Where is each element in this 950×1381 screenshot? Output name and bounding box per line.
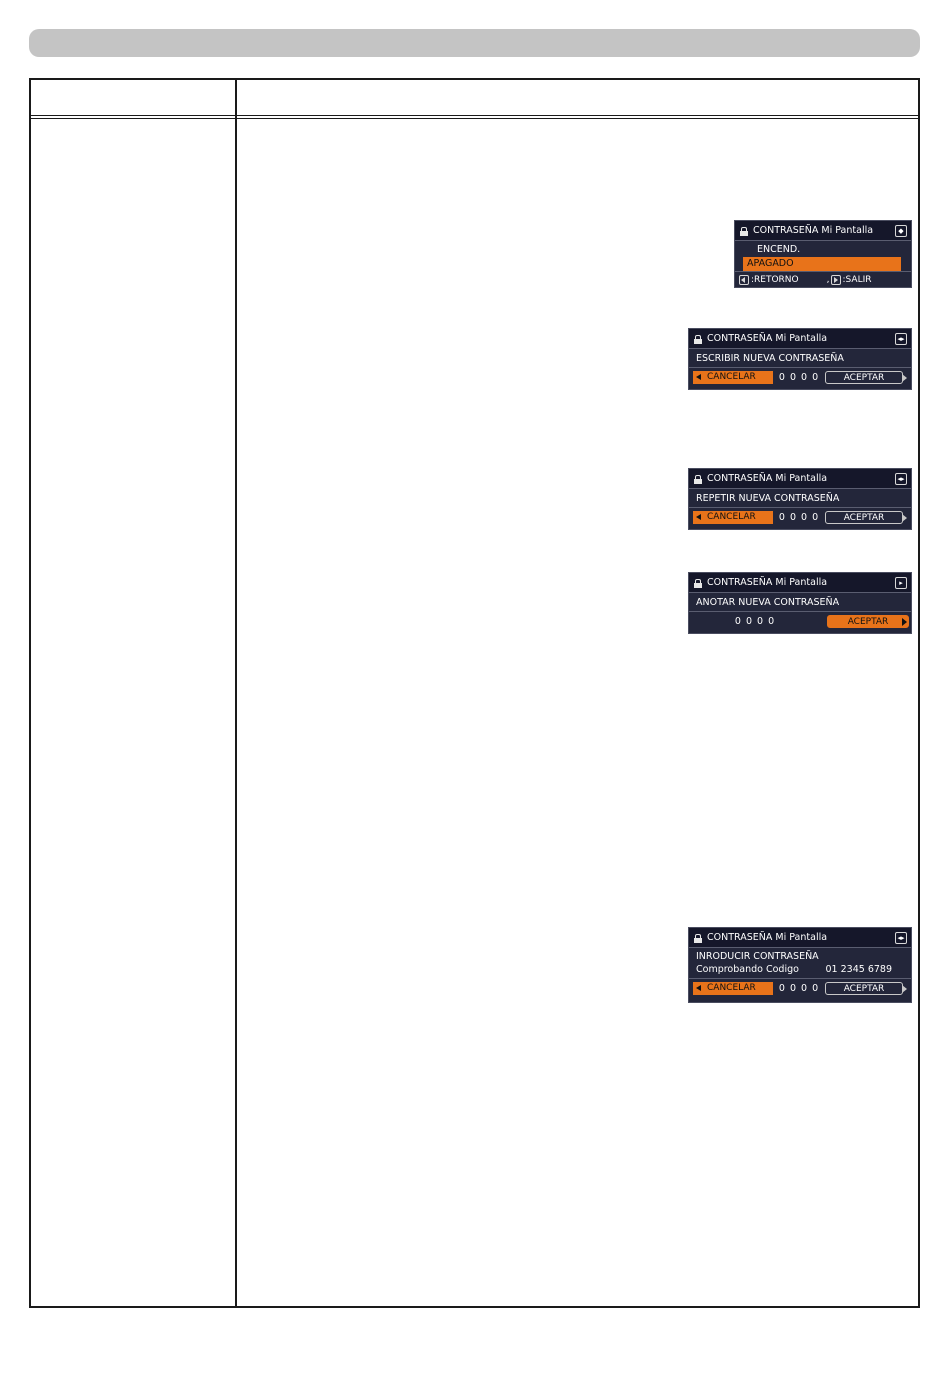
lock-icon bbox=[740, 227, 748, 235]
repeat-password-dialog bbox=[688, 468, 912, 530]
accept-button[interactable] bbox=[827, 615, 909, 628]
left-arrow-key-icon bbox=[739, 275, 749, 285]
dialog-footer bbox=[735, 271, 911, 288]
password-code-field[interactable]: 0 0 0 0 bbox=[778, 982, 820, 994]
accept-label: ACEPTAR bbox=[843, 372, 885, 383]
enter-password-dialog bbox=[688, 927, 912, 1003]
accept-label: ACEPTAR bbox=[847, 616, 889, 627]
mypassword-menu-dialog bbox=[734, 220, 912, 288]
remote-key-icon: ▸ bbox=[895, 577, 907, 589]
cancel-label: CANCELAR bbox=[707, 982, 756, 993]
arrow-right-icon bbox=[902, 618, 907, 626]
dialog-title-bar bbox=[689, 469, 911, 489]
accept-button[interactable] bbox=[825, 511, 903, 524]
arrow-left-icon bbox=[696, 374, 701, 380]
dialog-prompt: INRODUCIR CONTRASEÑA bbox=[696, 951, 819, 962]
accept-label: ACEPTAR bbox=[843, 983, 885, 994]
dialog-title: CONTRASEÑA Mi Pantalla bbox=[707, 333, 828, 344]
footer-exit-label: :SALIR bbox=[842, 275, 872, 285]
password-code-field[interactable]: 0 0 0 0 bbox=[778, 511, 820, 523]
menu-option-off[interactable]: APAGADO bbox=[743, 257, 901, 271]
remote-key-icon: ◂▸ bbox=[895, 333, 907, 345]
password-entry-row bbox=[689, 507, 911, 526]
accept-button[interactable] bbox=[825, 982, 903, 995]
page-header-bar bbox=[29, 29, 920, 57]
password-entry-row bbox=[689, 978, 911, 997]
note-password-dialog bbox=[688, 572, 912, 634]
password-code-field[interactable]: 0 0 0 0 bbox=[778, 371, 820, 383]
dialog-title: CONTRASEÑA Mi Pantalla bbox=[707, 932, 828, 943]
cancel-button[interactable] bbox=[693, 511, 773, 524]
remote-key-icon: ◂▸ bbox=[895, 932, 907, 944]
new-password-dialog bbox=[688, 328, 912, 390]
arrow-left-icon bbox=[696, 985, 701, 991]
dialog-title: CONTRASEÑA Mi Pantalla bbox=[707, 577, 828, 588]
accept-label: ACEPTAR bbox=[843, 512, 885, 523]
column-divider bbox=[235, 80, 237, 1306]
dialog-prompt: ANOTAR NUEVA CONTRASEÑA bbox=[696, 597, 840, 608]
header-row-divider bbox=[31, 115, 918, 119]
cancel-label: CANCELAR bbox=[707, 371, 756, 382]
lock-icon bbox=[694, 934, 702, 942]
lock-icon bbox=[694, 579, 702, 587]
dialog-title-bar bbox=[689, 928, 911, 948]
arrow-right-icon bbox=[902, 514, 907, 522]
arrow-right-icon bbox=[902, 374, 907, 382]
dialog-title-bar bbox=[689, 329, 911, 349]
check-code-value: 01 2345 6789 bbox=[825, 964, 892, 975]
menu-option-on[interactable]: ENCEND. bbox=[757, 244, 801, 255]
remote-key-icon: ◂▸ bbox=[895, 473, 907, 485]
dialog-prompt: REPETIR NUEVA CONTRASEÑA bbox=[696, 493, 840, 504]
accept-button[interactable] bbox=[825, 371, 903, 384]
dialog-title: CONTRASEÑA Mi Pantalla bbox=[707, 473, 828, 484]
right-arrow-key-icon bbox=[831, 275, 841, 285]
footer-separator: , bbox=[826, 275, 830, 285]
dialog-prompt: ESCRIBIR NUEVA CONTRASEÑA bbox=[696, 353, 844, 364]
password-entry-row bbox=[689, 611, 911, 630]
lock-icon bbox=[694, 475, 702, 483]
password-code-display: 0 0 0 0 bbox=[734, 615, 776, 627]
dialog-title-bar bbox=[689, 573, 911, 593]
arrow-right-icon bbox=[902, 985, 907, 993]
dialog-title: CONTRASEÑA Mi Pantalla bbox=[753, 225, 874, 236]
check-code-label: Comprobando Codigo bbox=[696, 964, 799, 975]
remote-key-icon: ◆ bbox=[895, 225, 907, 237]
lock-icon bbox=[694, 335, 702, 343]
check-code-row bbox=[689, 963, 911, 978]
password-entry-row bbox=[689, 367, 911, 386]
cancel-button[interactable] bbox=[693, 982, 773, 995]
footer-back-label: :RETORNO bbox=[751, 275, 799, 285]
cancel-button[interactable] bbox=[693, 371, 773, 384]
arrow-left-icon bbox=[696, 514, 701, 520]
cancel-label: CANCELAR bbox=[707, 511, 756, 522]
dialog-title-bar bbox=[735, 221, 911, 241]
